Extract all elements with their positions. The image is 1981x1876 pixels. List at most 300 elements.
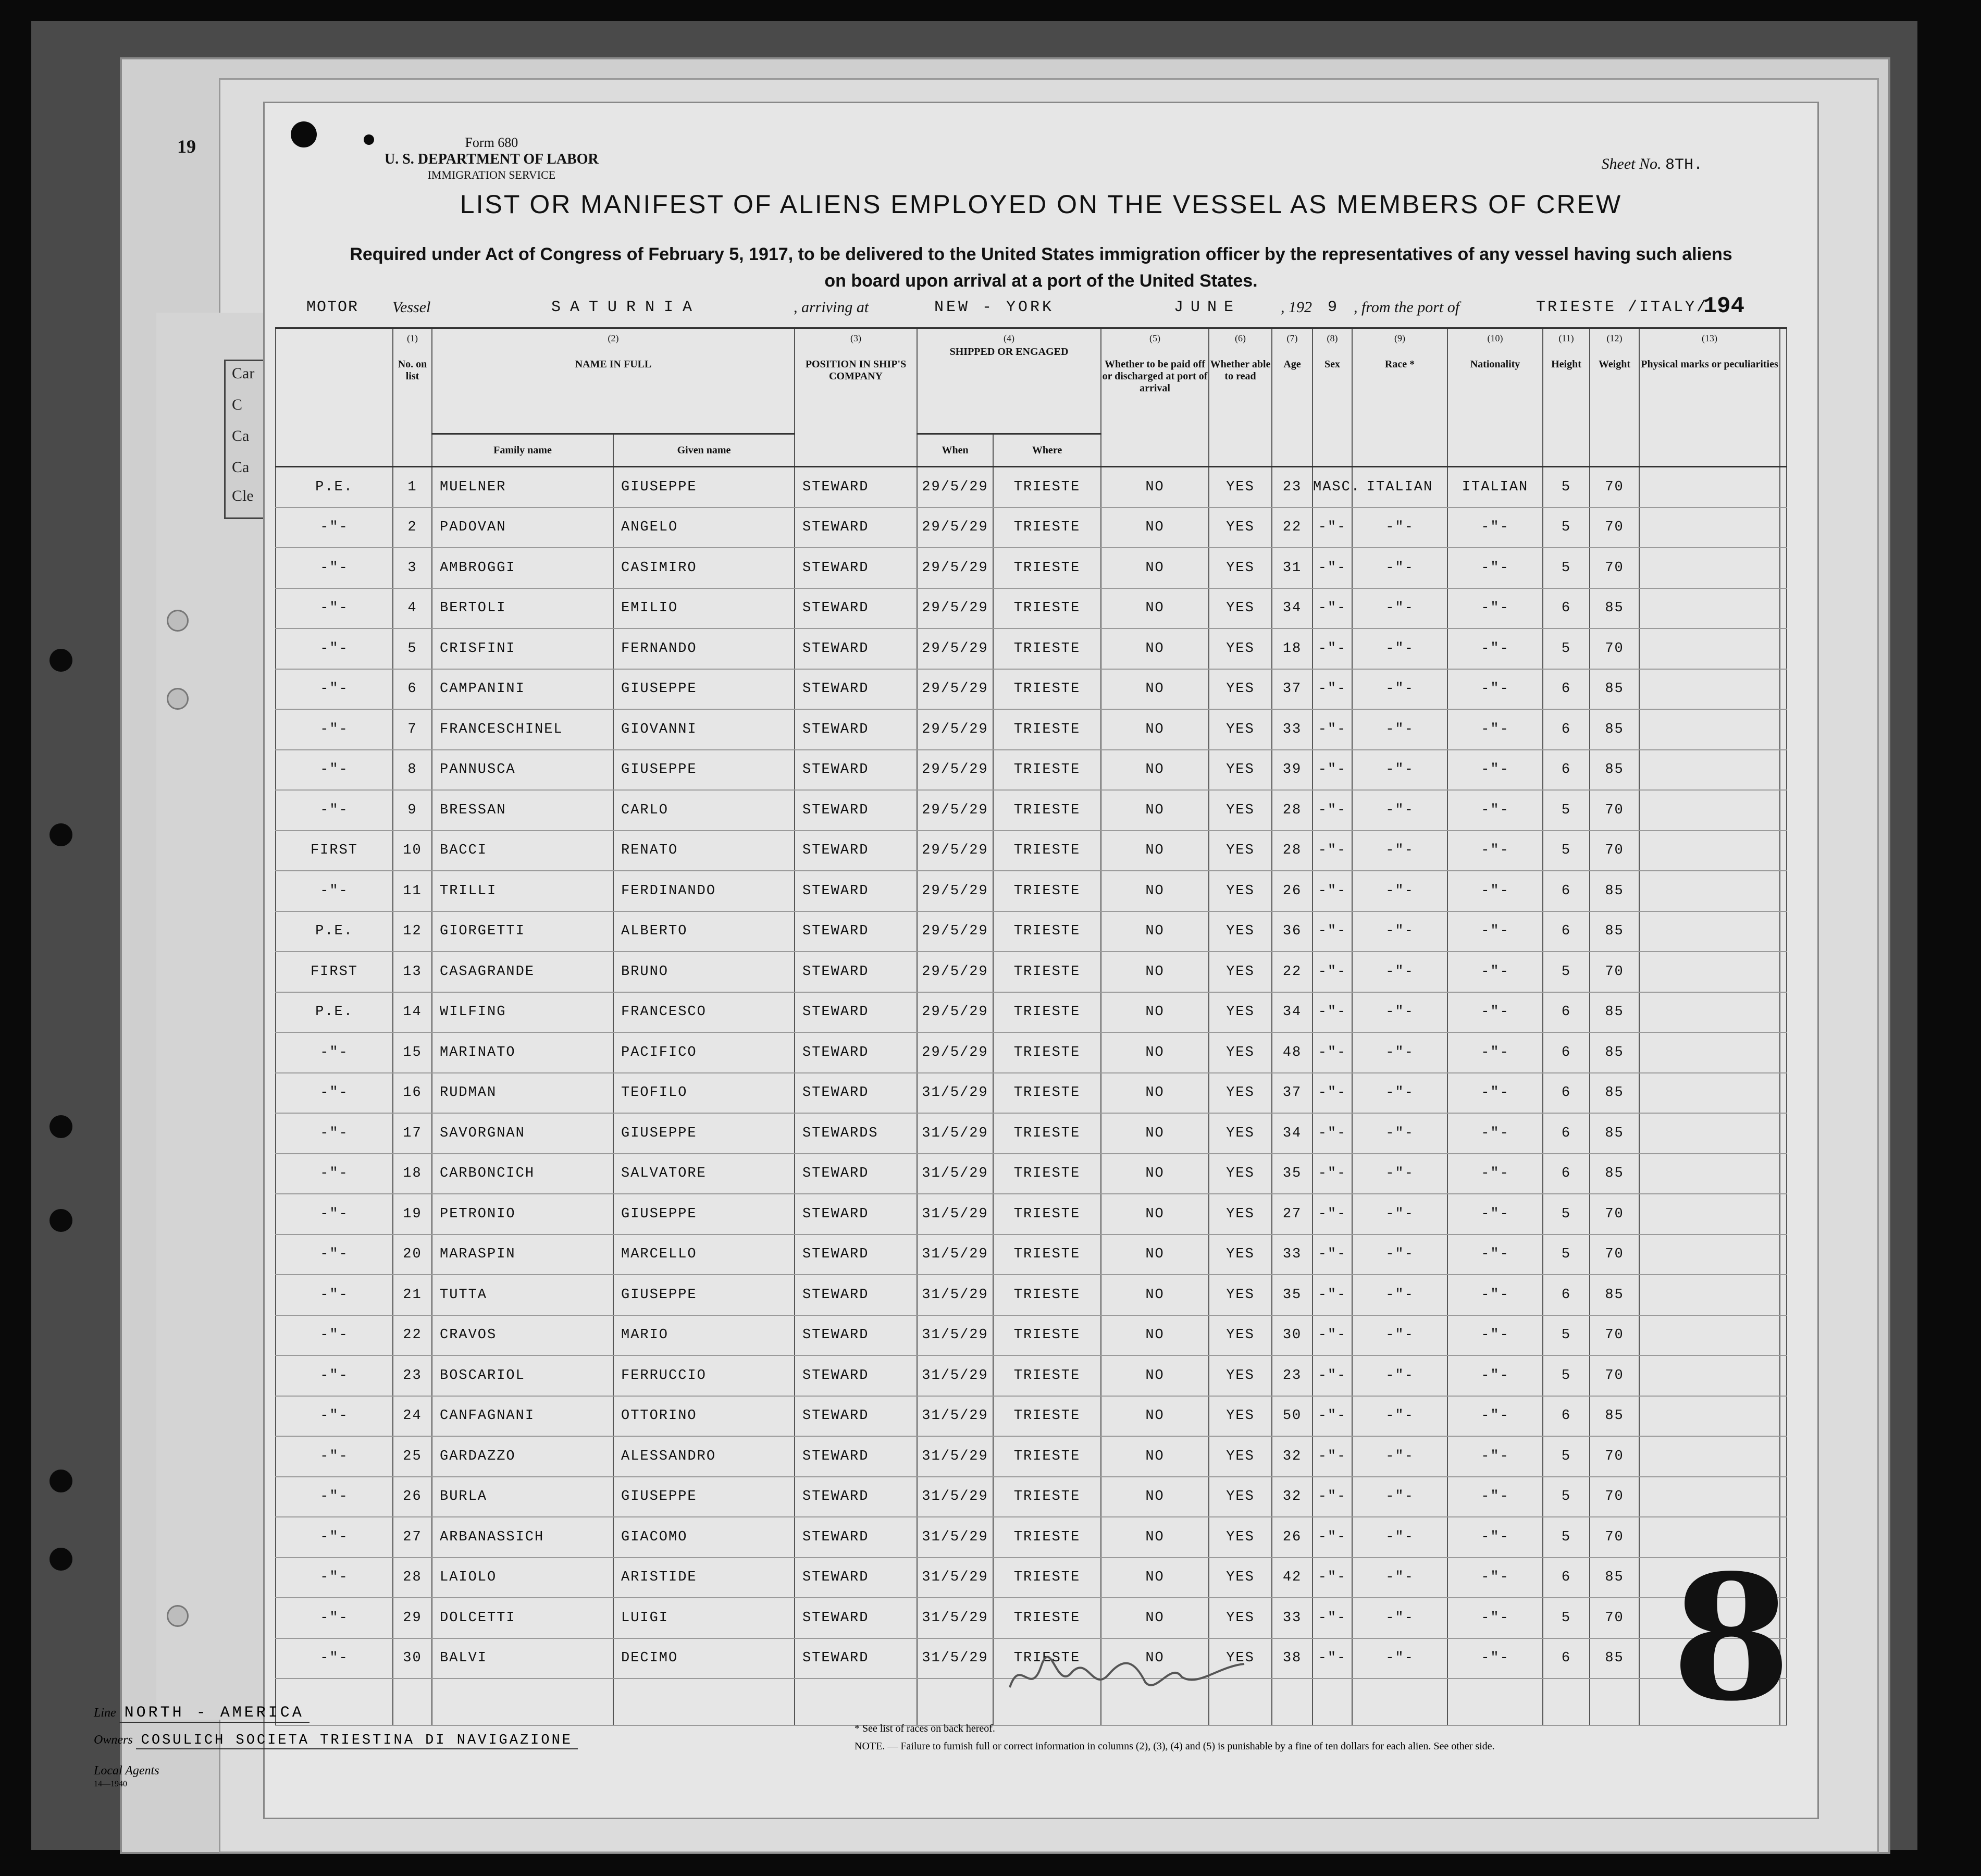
able-to-read-cell: YES (1209, 1235, 1272, 1275)
shipped-when-cell: 29/5/29 (917, 952, 993, 992)
race-footnote (855, 1720, 1495, 1755)
family-name-cell: MARASPIN (432, 1235, 613, 1275)
header-position (795, 328, 917, 467)
col-label: Physical marks or peculiarities (1641, 358, 1778, 370)
sex-cell: -"- (1313, 871, 1352, 911)
col-num: (13) (1702, 333, 1718, 343)
race-cell: -"- (1352, 548, 1447, 588)
race-cell: -"- (1352, 790, 1447, 831)
paid-off-cell: NO (1101, 1073, 1209, 1114)
table-row (276, 750, 1787, 791)
physical-marks-cell (1639, 1235, 1780, 1275)
position-cell: STEWARD (795, 750, 917, 791)
table-row (276, 1477, 1787, 1517)
paid-off-cell: NO (1101, 548, 1209, 588)
sex-cell: -"- (1313, 1355, 1352, 1396)
nationality-cell: -"- (1447, 790, 1543, 831)
header-race (1352, 328, 1447, 467)
weight-cell: 85 (1590, 1154, 1639, 1194)
physical-marks-cell (1639, 669, 1780, 710)
position-cell: STEWARD (795, 588, 917, 629)
position-cell: STEWARD (795, 952, 917, 992)
given-name-cell: BRUNO (613, 952, 795, 992)
col-num: (3) (850, 333, 862, 343)
sheet-number (1602, 155, 1703, 174)
paid-off-cell: NO (1101, 1315, 1209, 1356)
sex-cell: -"- (1313, 588, 1352, 629)
height-cell: 5 (1543, 1315, 1590, 1356)
row-mark-cell: -"- (276, 628, 393, 669)
header-nationality (1447, 328, 1543, 467)
position-cell: STEWARD (795, 548, 917, 588)
row-number-cell: 21 (393, 1275, 432, 1315)
position-cell: STEWARD (795, 669, 917, 710)
form-header (385, 134, 599, 182)
table-row (276, 992, 1787, 1033)
blank-cell (795, 1678, 917, 1725)
height-cell: 5 (1543, 1355, 1590, 1396)
header-shipped (917, 328, 1101, 434)
paid-off-cell: NO (1101, 709, 1209, 750)
sex-cell: -"- (1313, 709, 1352, 750)
punch-hole (167, 610, 189, 632)
row-number-cell: 7 (393, 709, 432, 750)
height-cell: 6 (1543, 871, 1590, 911)
nationality-cell: -"- (1447, 709, 1543, 750)
weight-cell: 85 (1590, 588, 1639, 629)
height-cell: 5 (1543, 1517, 1590, 1558)
nationality-cell: -"- (1447, 588, 1543, 629)
header-age (1272, 328, 1313, 467)
age-cell: 28 (1272, 831, 1313, 871)
arriving-port: NEW - YORK (934, 299, 1055, 316)
able-to-read-cell: YES (1209, 588, 1272, 629)
paid-off-cell: NO (1101, 790, 1209, 831)
able-to-read-cell: YES (1209, 952, 1272, 992)
weight-cell: 85 (1590, 911, 1639, 952)
able-to-read-cell: YES (1209, 467, 1272, 508)
sex-cell: -"- (1313, 1436, 1352, 1477)
table-row (276, 548, 1787, 588)
given-name-cell: LUIGI (613, 1598, 795, 1638)
line-label: Line (94, 1706, 116, 1720)
row-mark-cell: -"- (276, 1194, 393, 1235)
punch-hole (49, 1470, 72, 1492)
shipped-when-cell: 31/5/29 (917, 1113, 993, 1154)
weight-cell: 70 (1590, 831, 1639, 871)
shipped-where-cell: TRIESTE (993, 1355, 1101, 1396)
year-suffix: 9 (1328, 299, 1341, 316)
shipped-where-cell: TRIESTE (993, 750, 1101, 791)
sheet-number-value: 8TH. (1665, 156, 1703, 174)
arrival-month: JUNE (1174, 299, 1241, 316)
blank-cell (432, 1678, 613, 1725)
given-name-cell: FERRUCCIO (613, 1355, 795, 1396)
paid-off-cell: NO (1101, 1113, 1209, 1154)
row-number-cell: 23 (393, 1355, 432, 1396)
table-row (276, 1315, 1787, 1356)
edge-cell-cell (1780, 790, 1787, 831)
race-cell: -"- (1352, 911, 1447, 952)
shipped-where-cell: TRIESTE (993, 790, 1101, 831)
row-mark-cell: -"- (276, 1558, 393, 1598)
edge-cell-cell (1780, 1477, 1787, 1517)
manifest-sheet (263, 102, 1819, 1819)
physical-marks-cell (1639, 1073, 1780, 1114)
sex-cell: MASC. (1313, 467, 1352, 508)
header-when: When (917, 434, 993, 467)
height-cell: 5 (1543, 790, 1590, 831)
physical-marks-cell (1639, 871, 1780, 911)
sex-cell: -"- (1313, 1315, 1352, 1356)
able-to-read-cell: YES (1209, 750, 1272, 791)
family-name-cell: ARBANASSICH (432, 1517, 613, 1558)
able-to-read-cell: YES (1209, 1598, 1272, 1638)
physical-marks-cell (1639, 1194, 1780, 1235)
edge-cell-cell (1780, 669, 1787, 710)
height-cell: 5 (1543, 1194, 1590, 1235)
given-name-cell: OTTORINO (613, 1396, 795, 1437)
row-number-cell: 3 (393, 548, 432, 588)
header-name (432, 328, 795, 434)
row-mark-cell: -"- (276, 1517, 393, 1558)
race-cell: -"- (1352, 1477, 1447, 1517)
nationality-cell: -"- (1447, 1396, 1543, 1437)
shipped-when-cell: 31/5/29 (917, 1073, 993, 1114)
sex-cell: -"- (1313, 1275, 1352, 1315)
family-name-cell: CARBONCICH (432, 1154, 613, 1194)
given-name-cell: MARIO (613, 1315, 795, 1356)
shipped-when-cell: 29/5/29 (917, 831, 993, 871)
weight-cell: 70 (1590, 790, 1639, 831)
mark-column-header (276, 328, 393, 467)
row-mark-cell: -"- (276, 1477, 393, 1517)
race-cell: -"- (1352, 1558, 1447, 1598)
age-cell: 33 (1272, 1235, 1313, 1275)
sex-cell: -"- (1313, 628, 1352, 669)
family-name-cell: GIORGETTI (432, 911, 613, 952)
weight-cell: 85 (1590, 1638, 1639, 1679)
height-cell: 5 (1543, 508, 1590, 548)
position-cell: STEWARD (795, 1517, 917, 1558)
weight-cell: 70 (1590, 1235, 1639, 1275)
blank-cell (1313, 1678, 1352, 1725)
family-name-cell: RUDMAN (432, 1073, 613, 1114)
shipped-where-cell: TRIESTE (993, 1275, 1101, 1315)
race-cell: -"- (1352, 669, 1447, 710)
col-num: (9) (1394, 333, 1406, 343)
sex-cell: -"- (1313, 911, 1352, 952)
shipped-when-cell: 29/5/29 (917, 709, 993, 750)
given-name-cell: FERDINANDO (613, 871, 795, 911)
row-number-cell: 25 (393, 1436, 432, 1477)
nationality-cell: -"- (1447, 1558, 1543, 1598)
paid-off-cell: NO (1101, 871, 1209, 911)
subtitle-line1: Required under Act of Congress of February 5, 1917, to be delivered to the United States immigration officer by the representatives of any vessel having such aliens (350, 244, 1732, 264)
sex-cell: -"- (1313, 1517, 1352, 1558)
edge-cell-cell (1780, 1235, 1787, 1275)
able-to-read-cell: YES (1209, 1558, 1272, 1598)
able-to-read-cell: YES (1209, 1073, 1272, 1114)
col-label: Race * (1384, 358, 1415, 370)
age-cell: 35 (1272, 1154, 1313, 1194)
family-name-cell: TRILLI (432, 871, 613, 911)
physical-marks-cell (1639, 1396, 1780, 1437)
row-number-cell: 12 (393, 911, 432, 952)
row-number-cell: 20 (393, 1235, 432, 1275)
sheet-stamp-number: 8 (1672, 1537, 1791, 1739)
shipped-where-cell: TRIESTE (993, 1073, 1101, 1114)
shipped-when-cell: 31/5/29 (917, 1638, 993, 1679)
physical-marks-cell (1639, 588, 1780, 629)
paid-off-cell: NO (1101, 588, 1209, 629)
owners-label: Owners (94, 1733, 133, 1747)
family-name-cell: CRISFINI (432, 628, 613, 669)
edge-cell-cell (1780, 548, 1787, 588)
paid-off-cell: NO (1101, 750, 1209, 791)
punch-hole (167, 1605, 189, 1627)
height-cell: 5 (1543, 628, 1590, 669)
agents-label: Local Agents (94, 1764, 159, 1778)
table-row (276, 709, 1787, 750)
height-cell: 6 (1543, 1275, 1590, 1315)
blank-cell (1543, 1678, 1590, 1725)
given-name-cell: GIUSEPPE (613, 1194, 795, 1235)
nationality-cell: -"- (1447, 508, 1543, 548)
able-to-read-cell: YES (1209, 1275, 1272, 1315)
edge-cell-cell (1780, 1315, 1787, 1356)
family-name-cell: SAVORGNAN (432, 1113, 613, 1154)
weight-cell: 85 (1590, 992, 1639, 1033)
given-name-cell: GIUSEPPE (613, 467, 795, 508)
given-name-cell: GIUSEPPE (613, 669, 795, 710)
family-name-cell: CANFAGNANI (432, 1396, 613, 1437)
edge-cell-cell (1780, 1073, 1787, 1114)
col-label: NAME IN FULL (575, 358, 652, 370)
given-name-cell: GIOVANNI (613, 709, 795, 750)
family-name-cell: BERTOLI (432, 588, 613, 629)
position-cell: STEWARD (795, 709, 917, 750)
blank-cell (1447, 1678, 1543, 1725)
nationality-cell: -"- (1447, 911, 1543, 952)
shipped-when-cell: 31/5/29 (917, 1355, 993, 1396)
shipped-where-cell: TRIESTE (993, 467, 1101, 508)
physical-marks-cell (1639, 952, 1780, 992)
paid-off-cell: NO (1101, 1275, 1209, 1315)
family-name-cell: LAIOLO (432, 1558, 613, 1598)
given-name-cell: TEOFILO (613, 1073, 795, 1114)
shipped-where-cell: TRIESTE (993, 588, 1101, 629)
family-name-cell: PADOVAN (432, 508, 613, 548)
race-cell: -"- (1352, 952, 1447, 992)
col-label: Whether to be paid off or discharged at port of arrival (1102, 358, 1208, 394)
family-name-cell: CASAGRANDE (432, 952, 613, 992)
header-weight (1590, 328, 1639, 467)
age-cell: 28 (1272, 790, 1313, 831)
nationality-cell: -"- (1447, 952, 1543, 992)
height-cell: 5 (1543, 1598, 1590, 1638)
row-mark-cell: -"- (276, 1355, 393, 1396)
family-name-cell: PETRONIO (432, 1194, 613, 1235)
col-num: (12) (1606, 333, 1623, 343)
height-cell: 6 (1543, 750, 1590, 791)
weight-cell: 70 (1590, 1517, 1639, 1558)
able-to-read-cell: YES (1209, 1113, 1272, 1154)
sex-cell: -"- (1313, 992, 1352, 1033)
row-mark-cell: -"- (276, 871, 393, 911)
physical-marks-cell (1639, 628, 1780, 669)
physical-marks-cell (1639, 1355, 1780, 1396)
physical-marks-cell (1639, 1275, 1780, 1315)
sex-cell: -"- (1313, 548, 1352, 588)
shipped-where-cell: TRIESTE (993, 709, 1101, 750)
paid-off-cell: NO (1101, 467, 1209, 508)
race-cell: ITALIAN (1352, 467, 1447, 508)
row-mark-cell: P.E. (276, 467, 393, 508)
position-cell: STEWARD (795, 1194, 917, 1235)
able-to-read-cell: YES (1209, 1355, 1272, 1396)
punch-hole (49, 1115, 72, 1138)
position-cell: STEWARD (795, 628, 917, 669)
header-height (1543, 328, 1590, 467)
table-row (276, 1517, 1787, 1558)
nationality-cell: -"- (1447, 871, 1543, 911)
shipped-when-cell: 29/5/29 (917, 628, 993, 669)
age-cell: 37 (1272, 669, 1313, 710)
given-name-cell: GIUSEPPE (613, 750, 795, 791)
shipped-where-cell: TRIESTE (993, 1436, 1101, 1477)
shipped-when-cell: 29/5/29 (917, 911, 993, 952)
height-cell: 5 (1543, 467, 1590, 508)
col-num: (11) (1558, 333, 1574, 343)
shipped-where-cell: TRIESTE (993, 1315, 1101, 1356)
vessel-line (306, 299, 1817, 325)
paid-off-cell: NO (1101, 1638, 1209, 1679)
vessel-label: Vessel (392, 299, 431, 316)
owners-row (94, 1733, 578, 1749)
weight-cell: 70 (1590, 1436, 1639, 1477)
paid-off-cell: NO (1101, 1235, 1209, 1275)
col-num: (1) (407, 333, 418, 343)
age-cell: 33 (1272, 709, 1313, 750)
shipped-when-cell: 31/5/29 (917, 1477, 993, 1517)
family-name-cell: BALVI (432, 1638, 613, 1679)
department: U. S. DEPARTMENT OF LABOR (385, 151, 599, 168)
shipped-when-cell: 31/5/29 (917, 1396, 993, 1437)
weight-cell: 70 (1590, 952, 1639, 992)
table-row (276, 669, 1787, 710)
able-to-read-cell: YES (1209, 1154, 1272, 1194)
family-name-cell: CAMPANINI (432, 669, 613, 710)
shipped-when-cell: 31/5/29 (917, 1517, 993, 1558)
nationality-cell: -"- (1447, 1032, 1543, 1073)
position-cell: STEWARD (795, 871, 917, 911)
page-title: LIST OR MANIFEST OF ALIENS EMPLOYED ON THE VESSEL AS MEMBERS OF CREW (460, 190, 1623, 219)
table-row (276, 467, 1787, 508)
row-number-cell: 30 (393, 1638, 432, 1679)
arriving-label: , arriving at (794, 299, 869, 316)
position-cell: STEWARD (795, 508, 917, 548)
row-number-cell: 22 (393, 1315, 432, 1356)
shipped-when-cell: 31/5/29 (917, 1275, 993, 1315)
weight-cell: 85 (1590, 1275, 1639, 1315)
family-name-cell: DOLCETTI (432, 1598, 613, 1638)
position-cell: STEWARDS (795, 1113, 917, 1154)
row-mark-cell: -"- (276, 1275, 393, 1315)
shipped-where-cell: TRIESTE (993, 911, 1101, 952)
sex-cell: -"- (1313, 831, 1352, 871)
shipped-where-cell: TRIESTE (993, 952, 1101, 992)
able-to-read-cell: YES (1209, 911, 1272, 952)
race-cell: -"- (1352, 628, 1447, 669)
from-label: , from the port of (1354, 299, 1460, 316)
position-cell: STEWARD (795, 1275, 917, 1315)
given-name-cell: GIUSEPPE (613, 1275, 795, 1315)
paid-off-cell: NO (1101, 1598, 1209, 1638)
position-cell: STEWARD (795, 1032, 917, 1073)
position-cell: STEWARD (795, 790, 917, 831)
weight-cell: 70 (1590, 1355, 1639, 1396)
sex-cell: -"- (1313, 669, 1352, 710)
family-name-cell: BURLA (432, 1477, 613, 1517)
row-number-cell: 27 (393, 1517, 432, 1558)
weight-cell: 85 (1590, 669, 1639, 710)
age-cell: 34 (1272, 1113, 1313, 1154)
able-to-read-cell: YES (1209, 508, 1272, 548)
table-row (276, 1194, 1787, 1235)
weight-cell: 85 (1590, 1032, 1639, 1073)
row-number-cell: 17 (393, 1113, 432, 1154)
given-name-cell: ARISTIDE (613, 1558, 795, 1598)
age-cell: 39 (1272, 750, 1313, 791)
position-cell: STEWARD (795, 1436, 917, 1477)
physical-marks-cell (1639, 1032, 1780, 1073)
given-name-cell: FRANCESCO (613, 992, 795, 1033)
able-to-read-cell: YES (1209, 992, 1272, 1033)
row-mark-cell: -"- (276, 548, 393, 588)
height-cell: 5 (1543, 548, 1590, 588)
age-cell: 30 (1272, 1315, 1313, 1356)
position-cell: STEWARD (795, 1558, 917, 1598)
age-cell: 35 (1272, 1275, 1313, 1315)
row-number-cell: 10 (393, 831, 432, 871)
nationality-cell: -"- (1447, 1477, 1543, 1517)
nationality-cell: -"- (1447, 1598, 1543, 1638)
row-number-cell: 9 (393, 790, 432, 831)
stub-line: Cle (232, 487, 254, 504)
edge-cell-cell (1780, 871, 1787, 911)
paid-off-cell: NO (1101, 992, 1209, 1033)
header-where: Where (993, 434, 1101, 467)
able-to-read-cell: YES (1209, 709, 1272, 750)
shipped-where-cell: TRIESTE (993, 1154, 1101, 1194)
row-number-cell: 16 (393, 1073, 432, 1114)
able-to-read-cell: YES (1209, 1194, 1272, 1235)
sex-cell: -"- (1313, 952, 1352, 992)
paid-off-cell: NO (1101, 508, 1209, 548)
age-cell: 37 (1272, 1073, 1313, 1114)
sex-cell: -"- (1313, 1113, 1352, 1154)
family-name-cell: GARDAZZO (432, 1436, 613, 1477)
position-cell: STEWARD (795, 1073, 917, 1114)
race-cell: -"- (1352, 508, 1447, 548)
stub-top-text: 19 (177, 136, 196, 157)
edge-cell-cell (1780, 709, 1787, 750)
race-cell: -"- (1352, 750, 1447, 791)
paid-off-cell: NO (1101, 628, 1209, 669)
sex-cell: -"- (1313, 1073, 1352, 1114)
able-to-read-cell: YES (1209, 1477, 1272, 1517)
